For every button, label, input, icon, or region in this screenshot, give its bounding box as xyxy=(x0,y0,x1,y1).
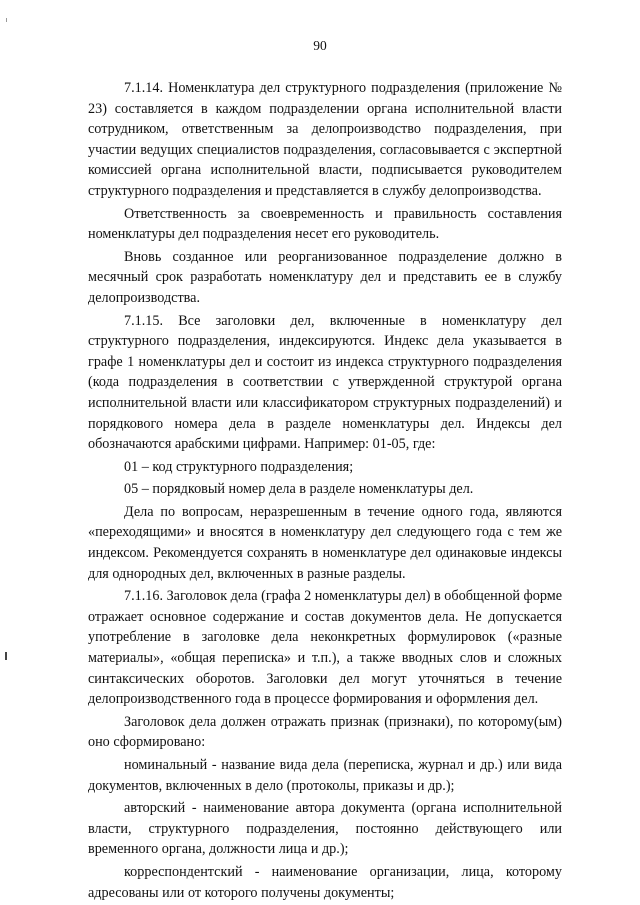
paragraph-7-1-15: 7.1.15. Все заголовки дел, включенные в номенклатуру дел структурного подразделения, индексируются. Индекс дела указывается в графе 1 номенклатуры дел и состоит из индекса структурного подразделения (кода подразделения в соответствии с утвержденной структурой органа исполнительной власти или классификатором структурных подразделений) и порядкового номера дела в разделе номенклатуры дел. Индексы дел обозначаются арабскими цифрами. Например: 01-05, где: xyxy=(88,312,562,453)
scan-artifact xyxy=(5,652,7,660)
paragraph-title-attributes: Заголовок дела должен отражать признак (признаки), по которому(ым) оно сформировано: xyxy=(88,713,562,751)
paragraph-index-code: 01 – код структурного подразделения; xyxy=(124,458,354,475)
paragraph-author: авторский - наименование автора документа (органа исполнительной власти, структурного подразделения, постоянно действующего или временного органа, должности лица и др.); xyxy=(88,800,562,858)
paragraph-index-number: 05 – порядковый номер дела в разделе номенклатуры дел. xyxy=(124,481,474,498)
paragraph-new-subdivision: Вновь созданное или реорганизованное подразделение должно в месячный срок разработать номенклатуру дел и представить ее в службу делопроизводства. xyxy=(88,248,562,306)
paragraph-7-1-14: 7.1.14. Номенклатура дел структурного подразделения (приложение № 23) составляется в каждом подразделении органа исполнительной власти сотрудником, ответственным за делопроизводство подразделения, при участии ведущих специалистов подразделения, согласовывается с экспертной комиссией органа исполнительной власти, подписывается руководителем структурного подразделения и представляется в службу делопроизводства. xyxy=(88,80,562,199)
paragraph-7-1-16: 7.1.16. Заголовок дела (графа 2 номенклатуры дел) в обобщенной форме отражает основное содержание и состав документов дела. Не допускается употребление в заголовке дела неконкретных формулировок («разные материалы», «общая переписка» и т.п.), а также вводных слов и сложных синтаксических оборотов. Заголовки дел могут уточняться в течение делопроизводственного года в процессе формирования и оформления дел. xyxy=(88,588,562,708)
scan-artifact xyxy=(6,18,7,22)
document-body xyxy=(88,78,562,905)
paragraph-correspondent: корреспондентский - наименование организации, лица, которому адресованы или от которого получены документы; xyxy=(88,863,562,901)
paragraph-nominal: номинальный - название вида дела (переписка, журнал и др.) или вида документов, включенных в дело (протоколы, приказы и др.); xyxy=(88,757,562,794)
paragraph-carryover-cases: Дела по вопросам, неразрешенным в течение одного года, являются «переходящими» и вносятся в номенклатуру дел следующего года с тем же индексом. Рекомендуется сохранять в номенклатуре дел одинаковые индексы для однородных дел, включенных в разные разделы. xyxy=(88,503,562,582)
page-number: 90 xyxy=(313,38,327,53)
paragraph-responsibility: Ответственность за своевременность и правильность составления номенклатуры дел подразделения несет его руководитель. xyxy=(88,205,562,243)
